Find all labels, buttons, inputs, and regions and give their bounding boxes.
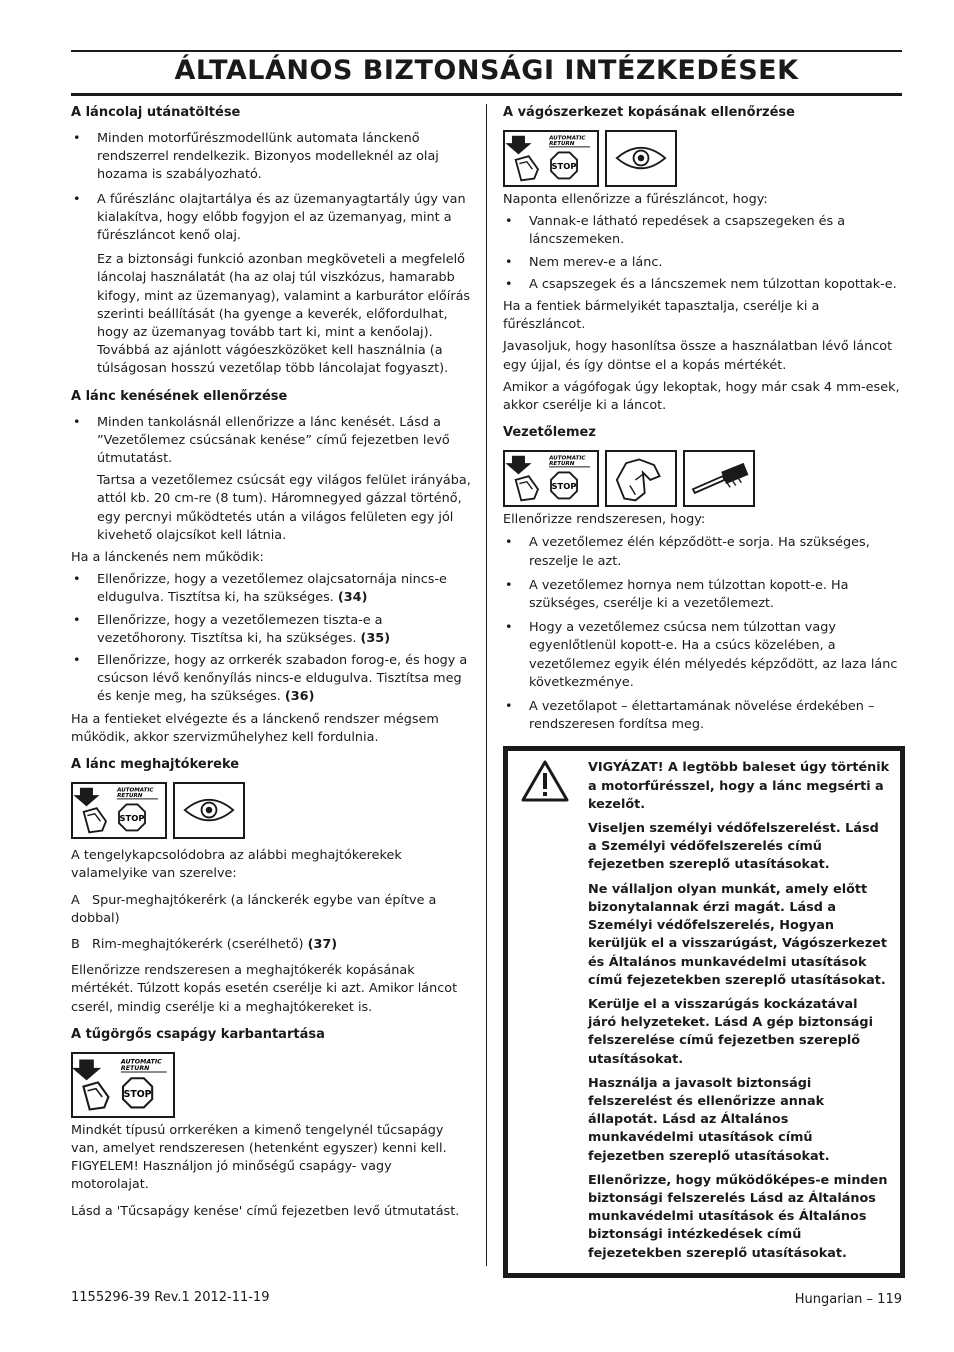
figure-ref: (36) bbox=[284, 689, 315, 705]
list-item: • A vezetőlemez hornya nem túlzottan kopott-e. Ha szükséges, cserélje ki a vezetőlemezt. bbox=[503, 577, 905, 613]
indent-paragraph: Tartsa a vezetőlemez csúcsát egy világos felület irányába, attól kb. 20 cm-re (8 tum). Háromnegyed gázzal történő, egy percnyi működtetés után a világos felületen egy jól kivehető olajcsíkot kell látnia. bbox=[97, 473, 471, 543]
bullet-list bbox=[503, 534, 905, 734]
paragraph: Mindkét típusú orrkeréken a kimenő tengelynél tűcsapágy van, amelyet rendszeresen (hetenként egyszer) kenni kell. FIGYELEM! Használjon jó minőségű csapágy- vagy motorolajat. bbox=[71, 1122, 447, 1193]
warning-box-inner bbox=[508, 751, 900, 1272]
brush-icon bbox=[683, 450, 755, 507]
column-divider bbox=[486, 104, 487, 1266]
list-item: • Minden motorfűrészmodellünk automata lánckenő rendszerrel rendelkezik. Bizonyos modelleknél az olaj hozama is szabályozható. bbox=[71, 130, 471, 185]
header-rule-bottom bbox=[71, 93, 902, 96]
section-heading-drive-sprocket: A lánc meghajtókereke bbox=[71, 757, 240, 773]
svg-text:AUTOMATIC: AUTOMATIC bbox=[549, 455, 586, 462]
section-heading-guide-bar: Vezetőlemez bbox=[503, 425, 596, 441]
list-item: • A vezetőlemez élén képződött-e sorja. Ha szükséges, reszelje le azt. bbox=[503, 534, 905, 570]
svg-text:AUTOMATIC: AUTOMATIC bbox=[120, 1058, 162, 1066]
paragraph: Ha a fentiek bármelyikét tapasztalja, cserélje ki a fűrészláncot. bbox=[503, 299, 820, 333]
svg-text:RETURN: RETURN bbox=[549, 141, 575, 148]
warning-text: Viseljen személyi védőfelszerelést. Lásd a Személyi védőfelszerelés című fejezetben szereplő utasításokat. bbox=[588, 821, 879, 873]
footer-page-number: Hungarian – 119 bbox=[794, 1292, 902, 1307]
svg-text:STOP: STOP bbox=[551, 161, 577, 172]
protective-glove-icon bbox=[605, 450, 677, 507]
paragraph: Ellenőrizze rendszeresen a meghajtókerék kopásának mértékét. Túlzott kopás esetén cserélje ki azt. Amikor láncot cserél, mindig cserélje ki a meghajtókereket is. bbox=[71, 963, 458, 1015]
stop-engine-icon bbox=[503, 450, 599, 507]
header-rule-top bbox=[71, 50, 902, 52]
right-column bbox=[503, 104, 905, 1278]
list-item: • Minden tankolásnál ellenőrizze a lánc kenését. Lásd a ”Vezetőlemez csúcsának kenése” című fejezetben levő útmutatást. bbox=[71, 414, 471, 469]
warning-text: Kerülje el a visszarúgás kockázatával járó helyzeteket. Lásd A gép biztonsági felszerelése című fejezetben szereplő utasításokat. bbox=[588, 996, 873, 1067]
svg-text:RETURN: RETURN bbox=[117, 793, 143, 800]
list-item: • A fűrészlánc olajtartálya és az üzemanyagtartály úgy van kialakítva, hogy előbb fogyjon el az üzemanyag, mint a fűrészláncot kenő olaj. bbox=[71, 191, 471, 246]
section-heading-chain-lubrication: A lánc kenésének ellenőrzése bbox=[71, 388, 288, 404]
figure-ref: (34) bbox=[337, 590, 368, 606]
list-item: • Vannak-e látható repedések a csapszegeken és a láncszemeken. bbox=[503, 213, 905, 249]
stop-engine-icon bbox=[503, 130, 599, 187]
eye-icon bbox=[173, 782, 245, 839]
paragraph-text: B Rim-meghajtókerérk (cserélhető) bbox=[71, 936, 304, 952]
paragraph: Lásd a 'Tűcsapágy kenése' című fejezetben levő útmutatást. bbox=[71, 1203, 460, 1219]
page-title: ÁLTALÁNOS BIZTONSÁGI INTÉZKEDÉSEK bbox=[174, 55, 799, 86]
footer-doc-number: 1155296-39 Rev.1 2012-11-19 bbox=[71, 1290, 270, 1305]
warning-text: Ellenőrizze, hogy működőképes-e minden biztonsági felszerelés Lásd az Általános munkavédelmi utasítások és Általános biztonsági intézkedések című fejezetekben szereplő utasításokat. bbox=[588, 1172, 888, 1261]
list-item-text: Ellenőrizze, hogy a vezetőlemezen tiszta-e a vezetőhorony. Tisztítsa ki, ha szükséges. bbox=[97, 612, 383, 646]
list-item: • A csapszegek és a láncszemek nem túlzottan kopottak-e. bbox=[503, 276, 905, 294]
paragraph: A tengelykapcsolódobra az alábbi meghajtókerekek valamelyike van szerelve: bbox=[71, 848, 402, 882]
list-item bbox=[71, 571, 471, 607]
svg-text:AUTOMATIC: AUTOMATIC bbox=[549, 135, 586, 142]
paragraph bbox=[71, 936, 471, 954]
warning-text: Ne vállaljon olyan munkát, amely előtt bizonytalannak érzi magát. Lásd a Személyi védőfelszerelés, Hogyan kerüljük el a visszarúgást, Vágószerkezet és Általános munkavédelmi utasítások című fejezetekben szereplő utasításokat. bbox=[588, 881, 887, 988]
figure-ref: (35) bbox=[360, 630, 391, 646]
svg-text:RETURN: RETURN bbox=[549, 461, 575, 468]
paragraph: Naponta ellenőrizze a fűrészláncot, hogy: bbox=[503, 192, 768, 207]
stop-engine-icon bbox=[71, 782, 167, 839]
paragraph: Ha a lánckenés nem működik: bbox=[71, 550, 264, 566]
list-item: • A vezetőlapot – élettartamának növelése érdekében – rendszeresen fordítsa meg. bbox=[503, 698, 905, 734]
paragraph: A Spur-meghajtókerérk (a lánckerék egybe van építve a dobbal) bbox=[71, 892, 441, 926]
pictogram-row bbox=[503, 130, 905, 187]
stop-engine-icon bbox=[71, 1052, 175, 1118]
paragraph: Ellenőrizze rendszeresen, hogy: bbox=[503, 512, 706, 528]
svg-text:AUTOMATIC: AUTOMATIC bbox=[117, 787, 154, 794]
paragraph: Amikor a vágófogak úgy lekoptak, hogy már csak 4 mm-esek, akkor cserélje ki a láncot. bbox=[503, 379, 900, 414]
bullet-list bbox=[71, 571, 471, 706]
svg-text:STOP: STOP bbox=[551, 481, 577, 492]
list-item bbox=[71, 652, 471, 707]
section-heading-cutting-wear: A vágószerkezet kopásának ellenőrzése bbox=[503, 105, 795, 120]
list-item-text: Ellenőrizze, hogy a vezetőlemez olajcsatornája nincs-e eldugulva. Tisztítsa ki, ha szükséges. bbox=[97, 572, 447, 606]
paragraph: Ha a fentieket elvégezte és a lánckenő rendszer mégsem működik, akkor szervizműhelyhez kell fordulnia. bbox=[71, 711, 439, 745]
list-item: • Nem merev-e a lánc. bbox=[503, 254, 905, 272]
warning-text: Használja a javasolt biztonsági felszerelést és ellenőrizze annak állapotát. Lásd az Általános munkavédelmi utasítások című fejezetben szereplő utasításokat. bbox=[588, 1075, 830, 1164]
paragraph: Javasoljuk, hogy hasonlítsa össze a használatban lévő láncot egy újjal, és így döntse el a kopás mértékét. bbox=[503, 339, 893, 373]
bullet-list bbox=[71, 414, 471, 469]
section-heading-chain-oil: A láncolaj utánatöltése bbox=[71, 105, 241, 120]
svg-text:RETURN: RETURN bbox=[120, 1064, 150, 1072]
bullet-list bbox=[503, 213, 905, 294]
pictogram-row bbox=[71, 1052, 471, 1118]
figure-ref: (37) bbox=[307, 936, 338, 952]
svg-text:STOP: STOP bbox=[119, 813, 145, 824]
indent-paragraph: Ez a biztonsági funkció azonban megköveteli a megfelelő láncolaj használatát (ha az olaj túl viszkózus, hamarabb kifogy, mint az üzemanyag), valamint a karburátor előírás szerinti beállítását (ha gyenge a keverék, előfordulhat, hogy az üzemanyag tovább tart ki, mint a kenőolaj). Továbbá az ajánlott vágóeszközöket kell használnia (a túlságosan hosszú vezetőlap több láncolajat fogyaszt). bbox=[97, 252, 471, 377]
list-item: • Hogy a vezetőlemez csúcsa nem túlzottan vagy egyenlőtlenül kopott-e. Ha a csúcs közelében, a vezetőlemez egyik élén mélyedés képződött, az laza lánc következménye. bbox=[503, 619, 905, 692]
pictogram-row bbox=[503, 450, 905, 507]
section-heading-needle-bearing: A tűgörgős csapágy karbantartása bbox=[71, 1026, 325, 1042]
pictogram-row bbox=[71, 782, 471, 839]
left-column bbox=[71, 104, 471, 1227]
eye-icon bbox=[605, 130, 677, 187]
warning-box bbox=[503, 746, 905, 1277]
list-item bbox=[71, 612, 471, 648]
svg-text:STOP: STOP bbox=[123, 1088, 152, 1100]
warning-triangle-icon bbox=[520, 759, 570, 803]
bullet-list bbox=[71, 130, 471, 245]
list-item-text: Ellenőrizze, hogy az orrkerék szabadon forog-e, és hogy a csúcson lévő kenőnyílás nincs-e eldugulva. Tisztítsa meg és kenje meg, ha szükséges. bbox=[97, 653, 468, 705]
warning-text: VIGYÁZAT! A legtöbb baleset úgy történik a motorfűrésszel, hogy a lánc megsérti a kezelőt. bbox=[588, 760, 890, 812]
